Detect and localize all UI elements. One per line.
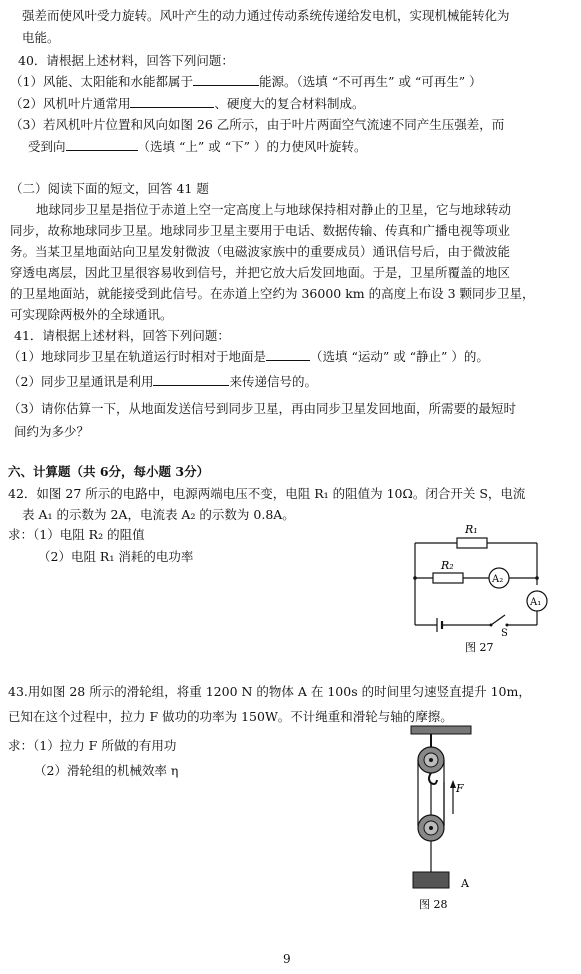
text-line: 强差而使风叶受力旋转。风叶产生的动力通过传动系统传递给发电机，实现机械能转化为	[22, 8, 510, 23]
question-43-text: 已知在这个过程中，拉力 F 做功的功率为 150W。不计绳重和滑轮与轴的摩擦。	[8, 709, 453, 724]
passage-line: 地球同步卫星是指位于赤道上空一定高度上与地球保持相对静止的卫星，它与地球转动	[36, 202, 512, 217]
circuit-diagram-figure-27	[405, 515, 565, 660]
answer-blank	[266, 348, 310, 361]
question-42-ask: 求：（1）电阻 R₂ 的阻值	[8, 527, 145, 542]
question-42-text: 表 A₁ 的示数为 2A，电流表 A₂ 的示数为 0.8A。	[22, 507, 295, 522]
question-41-2: （2）同步卫星通讯是利用 来传递信号的。	[8, 374, 317, 389]
page-number: 9	[283, 952, 291, 966]
question-41-3-cont: 间约为多少？	[14, 424, 90, 439]
label-r1: R₁	[465, 523, 478, 536]
ceiling-support	[411, 726, 471, 734]
text-line: 电能。	[22, 30, 60, 45]
section-heading: （二）阅读下面的短文，回答 41 题	[10, 181, 209, 196]
figure-caption: 图 28	[419, 898, 448, 911]
question-40-3-cont: 受到向 （选填 “上” 或 “下” ）的力使风叶旋转。	[28, 139, 367, 154]
switch-s	[491, 615, 505, 625]
answer-blank	[66, 138, 138, 151]
resistor-r2	[433, 573, 463, 583]
question-43-ask: （2）滑轮组的机械效率 η	[34, 763, 179, 778]
label-a: A	[461, 877, 469, 890]
passage-line: 可实现除两极外的全球通讯。	[10, 307, 173, 322]
answer-blank	[130, 95, 214, 108]
resistor-r1	[457, 538, 487, 548]
pulley-diagram-figure-28	[395, 722, 515, 912]
label-r2: R₂	[441, 559, 454, 572]
object-a	[413, 872, 449, 888]
figure-caption: 图 27	[465, 641, 494, 654]
question-41-3: （3）请你估算一下，从地面发送信号到同步卫星，再由同步卫星发回地面，所需要的最短时	[8, 401, 516, 416]
passage-line: 务。当某卫星地面站向卫星发射微波（电磁波家族中的重要成员）通讯信号后，由于微波能	[10, 244, 511, 259]
passage-line: 同步，故称地球同步卫星。地球同步卫星主要用于电话、数据传输、传真和广播电视等项业	[10, 223, 511, 238]
label-a1: A₁	[530, 597, 542, 608]
question-40-3: （3）若风机叶片位置和风向如图 26 乙所示，由于叶片两面空气流速不同产生压强差，而	[10, 117, 505, 132]
section-heading: 六、计算题（共 6分，每小题 3分）	[8, 464, 210, 479]
passage-line: 的卫星地面站，就能接受到此信号。在赤道上空约为 36000 km 的高度上布设 3 颗同步卫星，	[10, 286, 535, 301]
answer-blank	[193, 73, 259, 86]
answer-blank	[153, 373, 229, 386]
hook	[429, 773, 437, 784]
passage-line: 穿透电离层，因此卫星很容易收到信号，并把它放大后发回地面。于是，卫星所覆盖的地区	[10, 265, 511, 280]
question-40-title: 40．请根据上述材料，回答下列问题：	[18, 53, 234, 68]
question-43-text: 43.用如图 28 所示的滑轮组，将重 1200 N 的物体 A 在 100s 的时间里匀速竖直提升 10m，	[8, 684, 531, 699]
label-f: F	[456, 782, 464, 795]
question-43-ask: 求：（1）拉力 F 所做的有用功	[8, 738, 177, 753]
question-40-1: （1）风能、太阳能和水能都属于 能源。（选填 “不可再生” 或 “可再生” ）	[10, 74, 482, 89]
label-switch: S	[501, 628, 508, 639]
question-42-ask: （2）电阻 R₁ 消耗的电功率	[38, 549, 194, 564]
question-41-title: 41．请根据上述材料，回答下列问题：	[14, 328, 230, 343]
question-42-text: 42．如图 27 所示的电路中，电源两端电压不变，电阻 R₁ 的阻值为 10Ω。闭合开关 S，电流	[8, 486, 526, 501]
question-41-1: （1）地球同步卫星在轨道运行时相对于地面是 （选填 “运动” 或 “静止” ）的。	[8, 349, 489, 364]
question-40-2: （2）风机叶片通常用 、硬度大的复合材料制成。	[10, 96, 365, 111]
label-a2: A₂	[492, 574, 504, 585]
